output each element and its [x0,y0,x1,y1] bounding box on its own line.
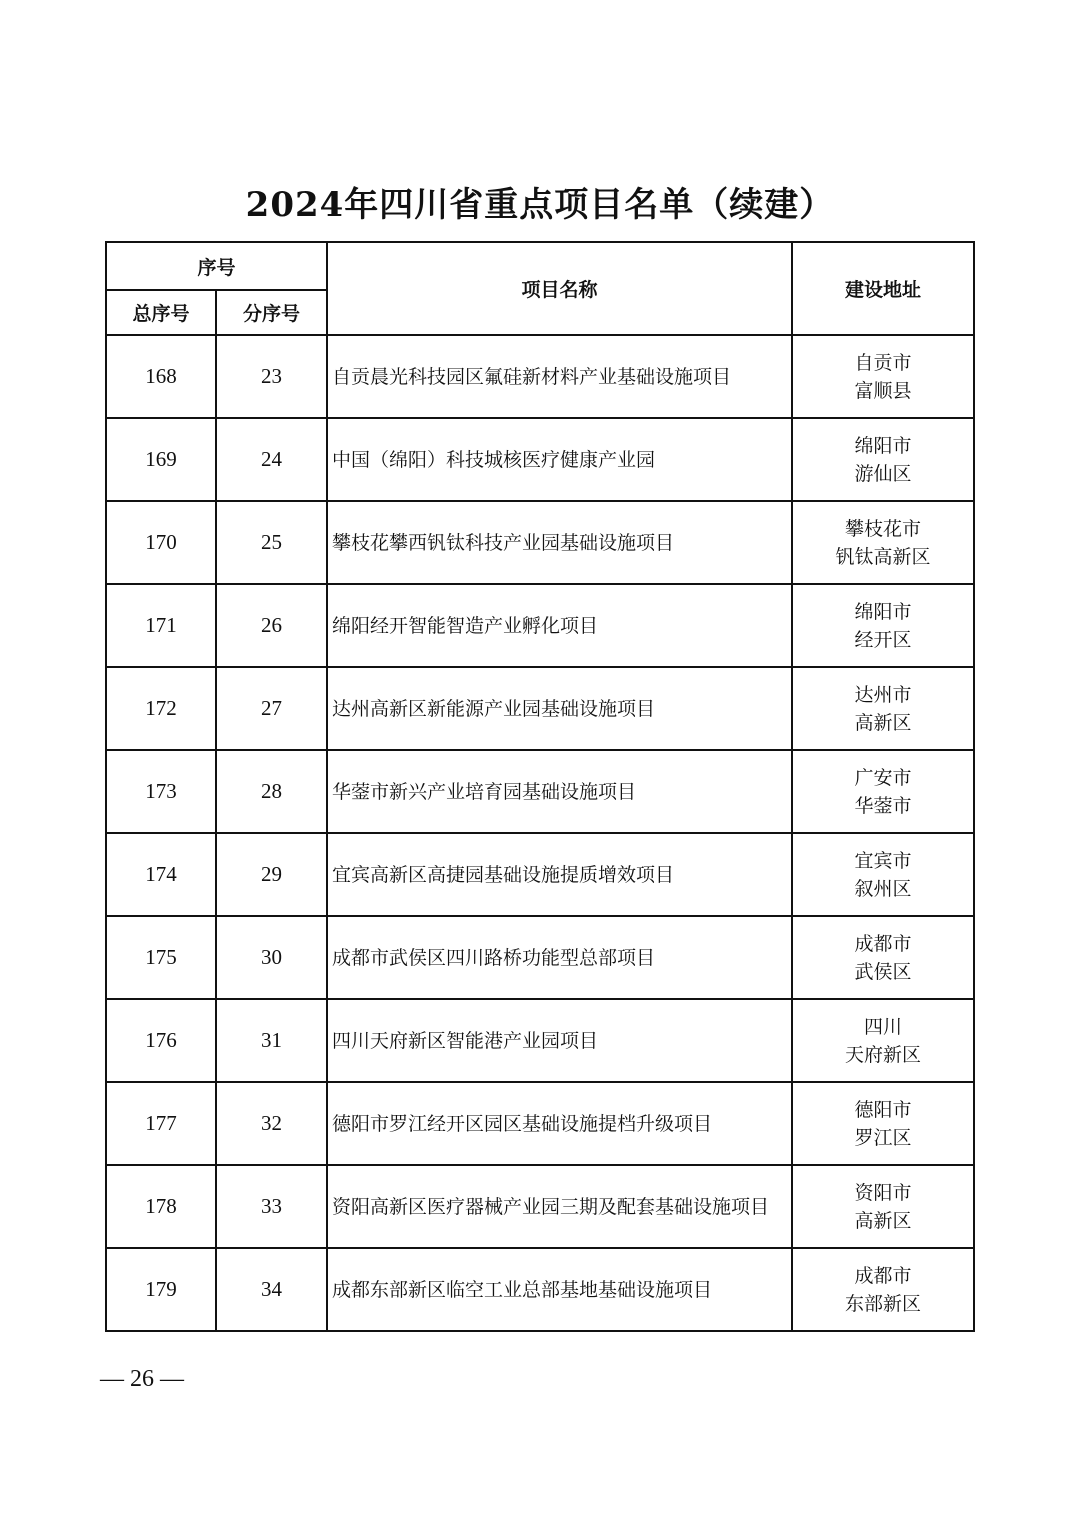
location-district: 高新区 [854,1209,912,1232]
page-number: — 26 — [100,1366,184,1392]
sub-seq: 29 [216,833,327,916]
total-seq: 168 [106,335,216,418]
project-name: 宜宾高新区高捷园基础设施提质增效项目 [327,833,792,916]
location-city: 广安市 [854,766,912,789]
total-seq: 177 [106,1082,216,1165]
sub-seq: 27 [216,667,327,750]
project-name: 绵阳经开智能智造产业孵化项目 [327,584,792,667]
location-city: 绵阳市 [854,434,912,457]
location-district: 华蓥市 [854,794,912,817]
location-city: 绵阳市 [854,600,912,623]
total-seq: 178 [106,1165,216,1248]
total-seq: 170 [106,501,216,584]
table-row [106,750,974,833]
sub-seq: 24 [216,418,327,501]
location-city: 自贡市 [854,351,912,374]
table-row [106,916,974,999]
location [792,999,974,1082]
project-name: 中国（绵阳）科技城核医疗健康产业园 [327,418,792,501]
location [792,335,974,418]
sub-seq: 23 [216,335,327,418]
project-name: 资阳高新区医疗器械产业园三期及配套基础设施项目 [327,1165,792,1248]
sub-seq: 32 [216,1082,327,1165]
total-seq: 175 [106,916,216,999]
location [792,1248,974,1331]
location [792,833,974,916]
project-name: 德阳市罗江经开区园区基础设施提档升级项目 [327,1082,792,1165]
sub-seq: 30 [216,916,327,999]
total-seq: 179 [106,1248,216,1331]
location-city: 攀枝花市 [845,517,922,540]
sub-seq: 34 [216,1248,327,1331]
location-district: 东部新区 [845,1292,922,1315]
location-district: 高新区 [854,711,912,734]
sub-seq: 28 [216,750,327,833]
location-city: 资阳市 [854,1181,912,1204]
table-row [106,418,974,501]
table-row [106,999,974,1082]
location-city: 达州市 [854,683,912,706]
table-row [106,335,974,418]
location-district: 叙州区 [854,877,912,900]
project-name: 达州高新区新能源产业园基础设施项目 [327,667,792,750]
header-project-name: 项目名称 [327,242,792,335]
location-city: 宜宾市 [854,849,912,872]
location-city: 德阳市 [854,1098,912,1121]
total-seq: 174 [106,833,216,916]
table-row [106,1165,974,1248]
location-city: 四川 [864,1015,903,1038]
location [792,501,974,584]
project-name: 成都东部新区临空工业总部基地基础设施项目 [327,1248,792,1331]
location [792,916,974,999]
header-total-seq: 总序号 [106,290,216,335]
location-district: 游仙区 [854,462,912,485]
location [792,750,974,833]
location-city: 成都市 [854,932,912,955]
project-name: 华蓥市新兴产业培育园基础设施项目 [327,750,792,833]
sub-seq: 25 [216,501,327,584]
location [792,1165,974,1248]
location-district: 富顺县 [854,379,912,402]
header-seq-group: 序号 [106,242,327,290]
header-location: 建设地址 [792,242,974,335]
table-row [106,584,974,667]
location [792,1082,974,1165]
location [792,584,974,667]
projects-table [105,241,975,1332]
project-name: 成都市武侯区四川路桥功能型总部项目 [327,916,792,999]
location-district: 经开区 [854,628,912,651]
sub-seq: 26 [216,584,327,667]
table-row [106,833,974,916]
table-row [106,1082,974,1165]
table-row [106,1248,974,1331]
location-district: 天府新区 [845,1043,922,1066]
location [792,418,974,501]
location-city: 成都市 [854,1264,912,1287]
project-name: 攀枝花攀西钒钛科技产业园基础设施项目 [327,501,792,584]
location-district: 钒钛高新区 [835,545,931,568]
page-title: 2024年四川省重点项目名单（续建） [245,185,835,225]
total-seq: 171 [106,584,216,667]
sub-seq: 31 [216,999,327,1082]
location-district: 罗江区 [854,1126,912,1149]
total-seq: 172 [106,667,216,750]
total-seq: 169 [106,418,216,501]
table-row [106,501,974,584]
location [792,667,974,750]
sub-seq: 33 [216,1165,327,1248]
total-seq: 173 [106,750,216,833]
total-seq: 176 [106,999,216,1082]
location-district: 武侯区 [854,960,912,983]
project-name: 四川天府新区智能港产业园项目 [327,999,792,1082]
header-sub-seq: 分序号 [216,290,327,335]
table-row [106,667,974,750]
project-name: 自贡晨光科技园区氟硅新材料产业基础设施项目 [327,335,792,418]
